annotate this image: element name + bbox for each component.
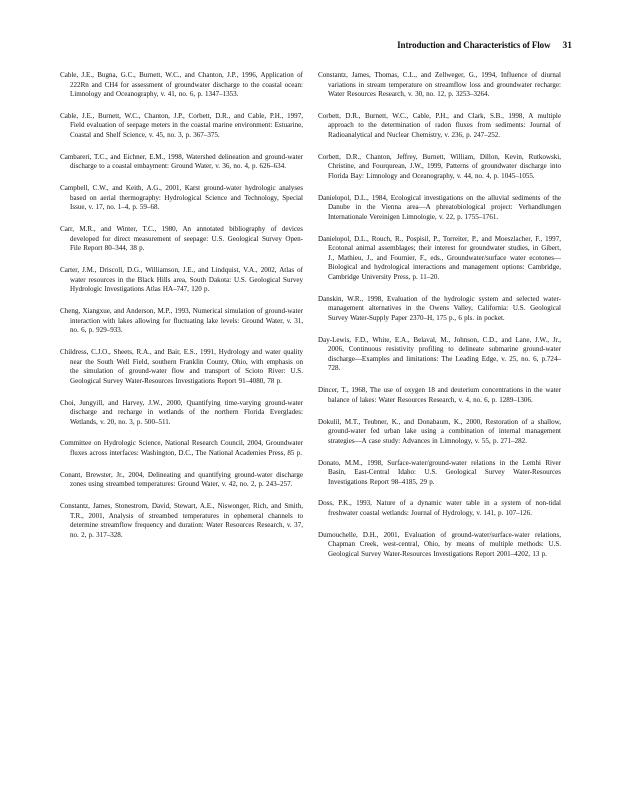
reference-entry: Doss, P.K., 1993, Nature of a dynamic water table in a system of non-tidal freshwater coastal wetlands: Journal of Hydrology, v. 141, p. 107–126. [318, 499, 561, 518]
reference-entry: Constantz, James, Stonestrom, David, Stewart, A.E., Niswonger, Rich, and Smith, T.R., 2001, Analysis of streambed temperatures in ephemeral channels to determine streamflow frequency and duration: Water Resources Research, v. 37, no. 2, p. 317–328. [60, 502, 303, 539]
reference-entry: Constantz, James, Thomas, C.L., and Zellweger, G., 1994, Influence of diurnal variations in stream temperature on streamflow loss and groundwater recharge: Water Resources Research, v. 30, no. 12, p. 3253–3264. [318, 71, 561, 99]
reference-entry: Dincer, T., 1968, The use of oxygen 18 and deuterium concentrations in the water balance of lakes: Water Resources Research, v. 4, no. 6, p. 1289–1306. [318, 386, 561, 404]
reference-column-left [60, 71, 303, 553]
reference-entry: Danskin, W.R., 1998, Evaluation of the hydrologic system and selected water-management alternatives in the Owens Valley, California: U.S. Geological Survey Water-Supply Paper 2370–H, 175 p., 6 pls. in pocket. [318, 294, 561, 322]
reference-entry: Dokulil, M.T., Teubner, K., and Donabaum, K., 2000, Restoration of a shallow, ground-water fed urban lake using a combination of internal management strategies—A case study: Advances in Limnology, v. 55, p. 271–282. [318, 417, 561, 445]
running-header-title: Introduction and Characteristics of Flow [397, 40, 551, 50]
reference-entry: Campbell, C.W., and Keith, A.G., 2001, Karst ground-water hydrologic analyses based on aerial thermography: Hydrological Science and Technology, Special Issue, v. 17, no. 1–4, p. 59–68. [60, 184, 303, 212]
reference-entry: Childress, C.J.O., Sheets, R.A., and Bair, E.S., 1991, Hydrology and water quality near the South Well Field, southern Franklin County, Ohio, with emphasis on the simulation of ground-water flow and transport of Scioto River: U.S. Geological Survey Water-Resources Investigations Report 91–4080, 78 p. [60, 348, 303, 385]
reference-entry: Corbett, D.R., Burnett, W.C., Cable, P.H., and Clark, S.B., 1998, A multiple approach to the determination of radon fluxes from sediments: Journal of Radioanalytical and Nuclear Chemistry, v. 236, p. 247–252. [318, 111, 561, 140]
reference-entry: Cambareri, T.C., and Eichner, E.M., 1998, Watershed delineation and ground-water discharge to a coastal embayment: Ground Water, v. 36, no. 4, p. 626–634. [60, 152, 303, 171]
reference-entry: Committee on Hydrologic Science, National Research Council, 2004, Groundwater fluxes across interfaces: Washington, D.C., The National Academies Press, 85 p. [60, 439, 303, 457]
reference-entry: Carr, M.R., and Winter, T.C., 1980, An annotated bibliography of devices developed for direct measurement of seepage: U.S. Geological Survey Open-File Report 80–344, 38 p. [60, 225, 303, 253]
page-header [60, 40, 572, 51]
reference-entry: Cable, J.E., Burnett, W.C., Chanton, J.P., Corbett, D.R., and Cable, P.H., 1997, Field evaluation of seepage meters in the coastal marine environment: Estuarine, Coastal and Shelf Science, v. 45, no. 3, p. 367–375. [60, 111, 303, 140]
reference-entry: Dumouchelle, D.H., 2001, Evaluation of ground-water/surface-water relations, Chapman Creek, west-central, Ohio, by means of multiple methods: U.S. Geological Survey Water-Resources Investigations Report 2001–4202, 13 p. [318, 530, 561, 558]
reference-column-right [318, 71, 561, 572]
reference-entry: Day-Lewis, F.D., White, E.A., Belaval, M., Johnson, C.D., and Lane, J.W., Jr., 2006, Continuous resistivity profiling to delineate submarine ground-water discharge—Examples and limitations: The Leading Edge, v. 25, no. 6, p.724–728. [318, 335, 561, 373]
reference-entry: Cheng, Xiangxue, and Anderson, M.P., 1993, Numerical simulation of ground-water interaction with lakes allowing for fluctuating lake levels: Ground Water, v. 31, no. 6, p. 929–933. [60, 307, 303, 335]
reference-entry: Conant, Brewster, Jr., 2004, Delineating and quantifying ground-water discharge zones using streambed temperatures: Ground Water, v. 42, no. 2, p. 243–257. [60, 470, 303, 489]
reference-entry: Choi, Jungyill, and Harvey, J.W., 2000, Quantifying time-varying ground-water discharge and recharge in wetlands of the northern Florida Everglades: Wetlands, v. 20, no. 3, p. 500–511. [60, 398, 303, 426]
page-number: 31 [562, 41, 572, 51]
reference-entry: Donato, M.M., 1998, Surface-water/ground-water relations in the Lemhi River Basin, East-Central Idaho: U.S. Geological Survey Water-Resources Investigations Report 98–4185, 29 p. [318, 458, 561, 486]
reference-entry: Corbett, D.R., Chanton, Jeffrey, Burnett, William, Dillon, Kevin, Rutkowski, Christine, and Fourqurean, J.W., 1999, Patterns of groundwater discharge into Florida Bay: Limnology and Oceanography, v. 44, no. 4, p. 1045–1055. [318, 152, 561, 180]
reference-entry: Danielopol, D.L., Rouch, R., Pospisil, P., Torreiter, P., and Moeszlacher, F., 1997, Ecotonal animal assemblages; their interest for groundwater studies, in Gibert, J., Mathieu, J., and Fournier, F., eds., Groundwater/surface water ecotones—Biological and hydrological interactions and management options: Cambridge, Cambridge University Press, p. 11–20. [318, 234, 561, 281]
reference-entry: Carter, J.M., Driscoll, D.G., Williamson, J.E., and Lindquist, V.A., 2002, Atlas of water resources in the Black Hills area, South Dakota: U.S. Geological Survey Hydrologic Investigations Atlas HA–747, 120 p. [60, 266, 303, 294]
reference-entry: Danielopol, D.L., 1984, Ecological investigations on the alluvial sediments of the Danube in the Vienna area—A phreatobiological project: Verhandlungen Internationale Vereinigen Limnologie, v. 22, p. 1755–1761. [318, 193, 561, 221]
reference-entry: Cable, J.E., Bugna, G.C., Burnett, W.C., and Chanton, J.P., 1996, Application of 222Rn and CH4 for assessment of groundwater discharge to the coastal ocean: Limnology and Oceanography, v. 41, no. 6, p. 1347–1353. [60, 71, 303, 99]
